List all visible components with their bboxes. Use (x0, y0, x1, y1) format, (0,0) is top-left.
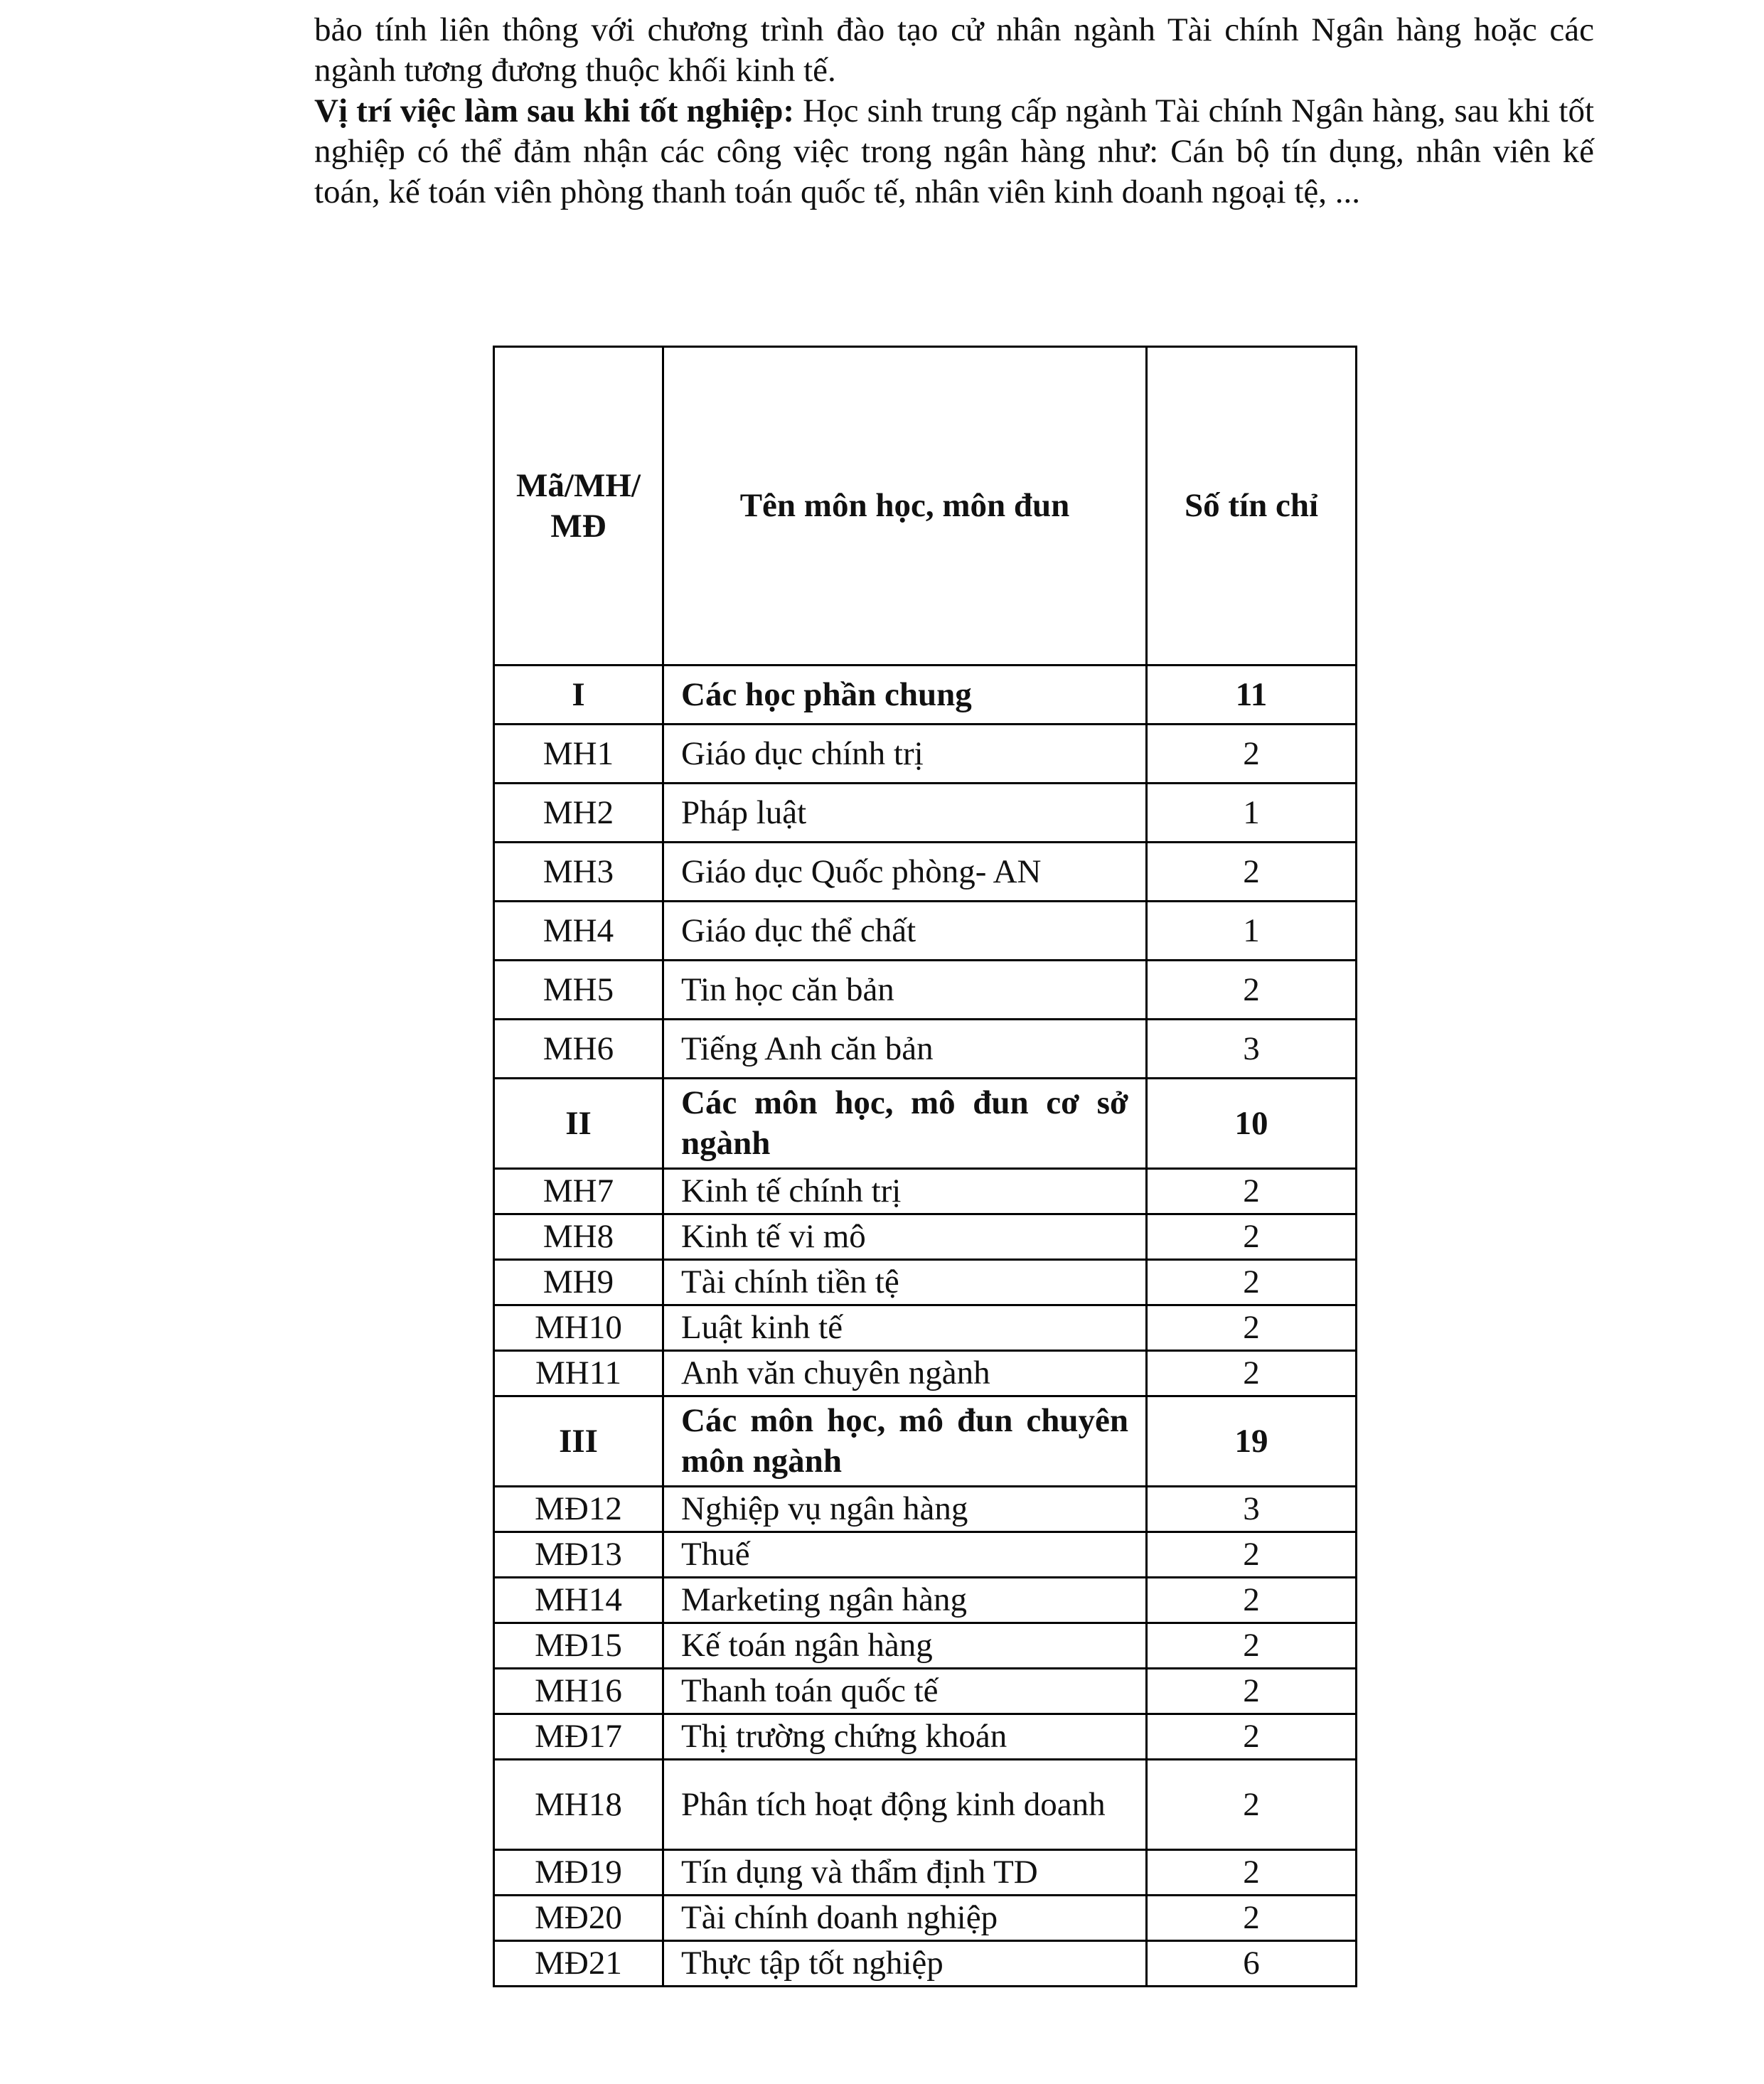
job-position-text: Học sinh trung cấp ngành Tài chính Ngân hàng, sau khi tốt nghiệp có thể đảm nhận các công việc trong ngân hàng như: Cán bộ tín dụng, nhân viên kế toán, kế toán viên phòng thanh toán quốc tế, nhân viên kinh doanh ngoại tệ, ... (314, 92, 1594, 210)
course-code: MH1 (494, 725, 663, 784)
course-code: MĐ20 (494, 1896, 663, 1941)
course-name: Marketing ngân hàng (663, 1578, 1147, 1623)
table-row (494, 1941, 1357, 1987)
course-code: MH18 (494, 1760, 663, 1850)
course-code: MĐ12 (494, 1487, 663, 1532)
table-row (494, 1020, 1357, 1079)
course-credits: 2 (1147, 1623, 1357, 1669)
course-code: MĐ15 (494, 1623, 663, 1669)
course-credits: 10 (1147, 1079, 1357, 1169)
course-name: Thị trường chứng khoán (663, 1714, 1147, 1760)
table-row (494, 1396, 1357, 1487)
course-name: Các học phần chung (663, 666, 1147, 725)
table-header-row (494, 347, 1357, 666)
course-credits: 2 (1147, 1714, 1357, 1760)
course-code: MH9 (494, 1260, 663, 1305)
course-code: III (494, 1396, 663, 1487)
course-code: MĐ13 (494, 1532, 663, 1578)
course-name: Giáo dục chính trị (663, 725, 1147, 784)
course-name: Thanh toán quốc tế (663, 1669, 1147, 1714)
course-credits: 1 (1147, 902, 1357, 961)
course-credits: 2 (1147, 1850, 1357, 1896)
course-credits: 2 (1147, 843, 1357, 902)
course-name: Nghiệp vụ ngân hàng (663, 1487, 1147, 1532)
course-name: Phân tích hoạt động kinh doanh (663, 1760, 1147, 1850)
course-name: Luật kinh tế (663, 1305, 1147, 1351)
table-row (494, 1896, 1357, 1941)
curriculum-table (493, 346, 1357, 1987)
table-row (494, 1532, 1357, 1578)
course-code: MĐ17 (494, 1714, 663, 1760)
table-row (494, 784, 1357, 843)
course-name: Kế toán ngân hàng (663, 1623, 1147, 1669)
course-credits: 2 (1147, 1669, 1357, 1714)
header-credits: Số tín chỉ (1147, 347, 1357, 666)
header-name: Tên môn học, môn đun (663, 347, 1147, 666)
course-code: MH5 (494, 961, 663, 1020)
course-name: Tin học căn bản (663, 961, 1147, 1020)
course-credits: 1 (1147, 784, 1357, 843)
course-credits: 3 (1147, 1487, 1357, 1532)
course-code: MĐ19 (494, 1850, 663, 1896)
table-row (494, 1714, 1357, 1760)
course-code: MĐ21 (494, 1941, 663, 1987)
course-name: Các môn học, mô đun cơ sở ngành (663, 1079, 1147, 1169)
course-name: Giáo dục thể chất (663, 902, 1147, 961)
table-row (494, 1079, 1357, 1169)
course-code: MH16 (494, 1669, 663, 1714)
table-row (494, 666, 1357, 725)
course-credits: 2 (1147, 1578, 1357, 1623)
course-code: II (494, 1079, 663, 1169)
course-name: Tài chính doanh nghiệp (663, 1896, 1147, 1941)
course-credits: 2 (1147, 1532, 1357, 1578)
course-name: Tiếng Anh căn bản (663, 1020, 1147, 1079)
course-credits: 2 (1147, 1214, 1357, 1260)
course-name: Kinh tế vi mô (663, 1214, 1147, 1260)
intro-paragraph-1: bảo tính liên thông với chương trình đào tạo cử nhân ngành Tài chính Ngân hàng hoặc các ngành tương đương thuộc khối kinh tế. (314, 11, 1594, 89)
table-row (494, 961, 1357, 1020)
course-credits: 2 (1147, 1169, 1357, 1214)
course-code: MH8 (494, 1214, 663, 1260)
course-credits: 3 (1147, 1020, 1357, 1079)
table-row (494, 1760, 1357, 1850)
course-code: MH7 (494, 1169, 663, 1214)
course-credits: 2 (1147, 725, 1357, 784)
table-row (494, 725, 1357, 784)
course-code: MH10 (494, 1305, 663, 1351)
table-row (494, 1487, 1357, 1532)
course-code: MH3 (494, 843, 663, 902)
course-credits: 2 (1147, 1896, 1357, 1941)
course-credits: 2 (1147, 1305, 1357, 1351)
course-credits: 2 (1147, 1351, 1357, 1396)
intro-text (314, 10, 1594, 213)
table-row (494, 1305, 1357, 1351)
course-code: MH14 (494, 1578, 663, 1623)
course-credits: 2 (1147, 1260, 1357, 1305)
course-credits: 2 (1147, 1760, 1357, 1850)
course-credits: 19 (1147, 1396, 1357, 1487)
course-name: Pháp luật (663, 784, 1147, 843)
course-name: Anh văn chuyên ngành (663, 1351, 1147, 1396)
course-name: Các môn học, mô đun chuyên môn ngành (663, 1396, 1147, 1487)
table-row (494, 902, 1357, 961)
course-credits: 11 (1147, 666, 1357, 725)
table-row (494, 1214, 1357, 1260)
course-name: Tài chính tiền tệ (663, 1260, 1147, 1305)
course-code: MH4 (494, 902, 663, 961)
course-name: Kinh tế chính trị (663, 1169, 1147, 1214)
course-name: Thực tập tốt nghiệp (663, 1941, 1147, 1987)
course-name: Giáo dục Quốc phòng- AN (663, 843, 1147, 902)
course-code: MH11 (494, 1351, 663, 1396)
course-code: MH2 (494, 784, 663, 843)
table-row (494, 1850, 1357, 1896)
table-row (494, 1351, 1357, 1396)
course-name: Thuế (663, 1532, 1147, 1578)
table-row (494, 1169, 1357, 1214)
table-row (494, 1260, 1357, 1305)
course-name: Tín dụng và thẩm định TD (663, 1850, 1147, 1896)
table-row (494, 843, 1357, 902)
intro-paragraph-2 (314, 91, 1594, 213)
table-row (494, 1669, 1357, 1714)
header-code: Mã/MH/ MĐ (494, 347, 663, 666)
course-code: MH6 (494, 1020, 663, 1079)
job-position-label: Vị trí việc làm sau khi tốt nghiệp: (314, 92, 795, 129)
course-credits: 6 (1147, 1941, 1357, 1987)
course-credits: 2 (1147, 961, 1357, 1020)
course-code: I (494, 666, 663, 725)
table-row (494, 1578, 1357, 1623)
table-row (494, 1623, 1357, 1669)
